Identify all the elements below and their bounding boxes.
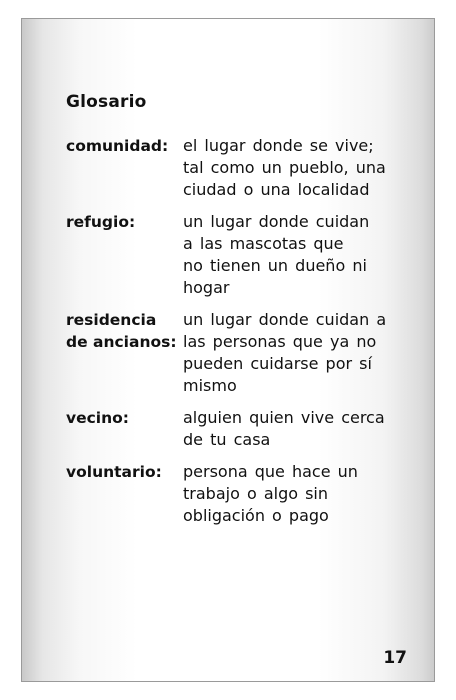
glossary-term: residencia de ancianos: xyxy=(66,311,177,351)
glossary-list xyxy=(66,135,406,537)
page-number: 17 xyxy=(383,648,407,668)
glossary-definition: persona que hace un trabajo o algo sin obligación o pago xyxy=(183,462,358,525)
glossary-title: Glosario xyxy=(66,92,147,112)
book-page xyxy=(21,18,435,682)
glossary-definition: alguien quien vive cerca de tu casa xyxy=(183,408,385,449)
glossary-term: vecino: xyxy=(66,409,129,427)
glossary-definition: el lugar donde se vive; tal como un pueblo, una ciudad o una localidad xyxy=(183,136,386,199)
glossary-term: refugio: xyxy=(66,213,136,231)
glossary-entry xyxy=(66,309,406,397)
glossary-term: voluntario: xyxy=(66,463,162,481)
glossary-entry xyxy=(66,211,406,299)
glossary-definition: un lugar donde cuidan a las personas que ya no pueden cuidarse por sí mismo xyxy=(183,310,387,395)
glossary-entry xyxy=(66,461,406,527)
glossary-entry xyxy=(66,135,406,201)
glossary-term: comunidad: xyxy=(66,137,169,155)
glossary-entry xyxy=(66,407,406,451)
glossary-definition: un lugar donde cuidan a las mascotas que no tienen un dueño ni hogar xyxy=(183,212,370,297)
